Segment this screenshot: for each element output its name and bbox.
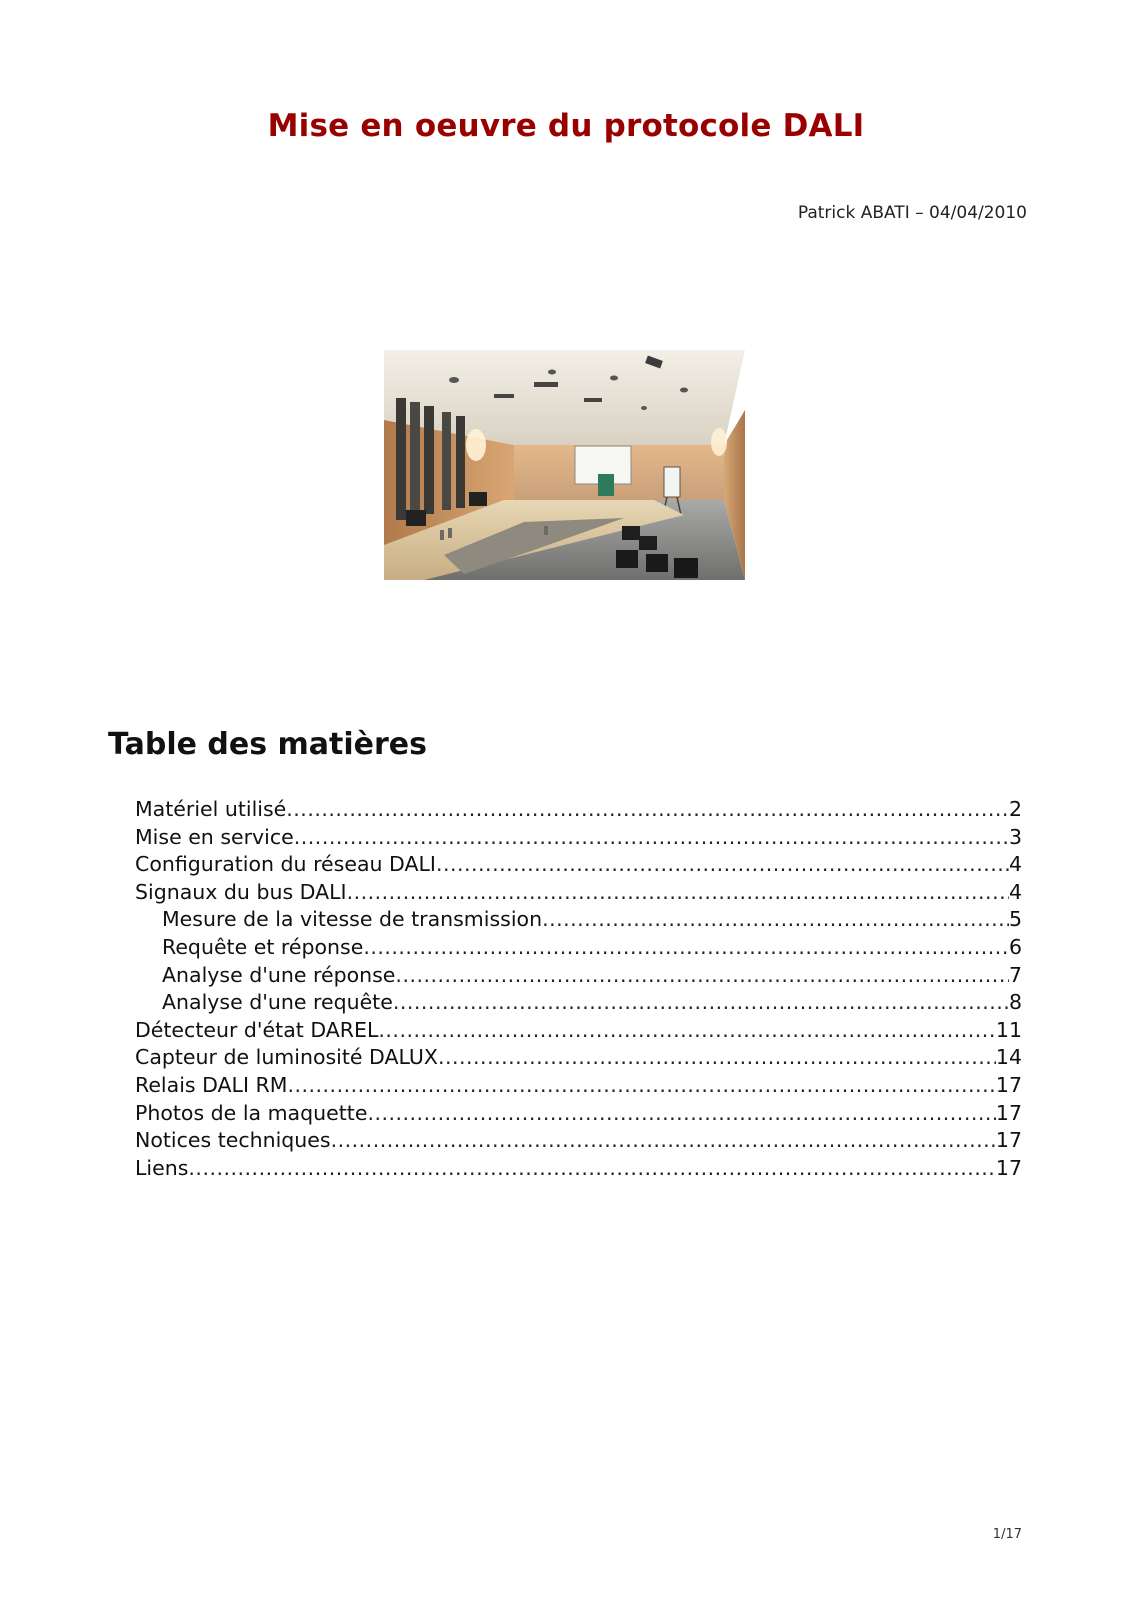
toc-entry-label: Configuration du réseau DALI bbox=[135, 852, 436, 877]
toc-entry-page: 7 bbox=[1008, 962, 1022, 987]
toc-leader-dots bbox=[438, 1044, 996, 1072]
toc-entry-label: Mise en service bbox=[135, 824, 294, 849]
toc-leader-dots bbox=[395, 962, 1009, 990]
table-of-contents bbox=[135, 796, 1022, 1182]
toc-subentry[interactable] bbox=[135, 906, 1022, 934]
toc-entry[interactable] bbox=[135, 1100, 1022, 1128]
toc-leader-dots bbox=[436, 851, 1009, 879]
toc-entry[interactable] bbox=[135, 1127, 1022, 1155]
toc-entry-label: Signaux du bus DALI bbox=[135, 879, 347, 904]
toc-entry-page: 4 bbox=[1008, 852, 1022, 877]
toc-entry-page: 3 bbox=[1008, 824, 1022, 849]
toc-entry-page: 6 bbox=[1008, 934, 1022, 959]
toc-entry-page: 17 bbox=[995, 1155, 1022, 1180]
toc-leader-dots bbox=[542, 906, 1009, 934]
toc-leader-dots bbox=[363, 934, 1009, 962]
toc-entry-page: 14 bbox=[995, 1045, 1022, 1070]
toc-entry-page: 17 bbox=[995, 1128, 1022, 1153]
toc-subentry[interactable] bbox=[135, 962, 1022, 990]
toc-leader-dots bbox=[347, 879, 1009, 907]
toc-entry-label: Photos de la maquette bbox=[135, 1100, 368, 1125]
toc-entry-label: Analyse d'une requête bbox=[162, 990, 393, 1015]
toc-leader-dots bbox=[393, 989, 1009, 1017]
toc-heading: Table des matières bbox=[108, 727, 427, 762]
toc-leader-dots bbox=[331, 1127, 996, 1155]
conference-room-photo bbox=[384, 350, 745, 580]
toc-entry[interactable] bbox=[135, 1155, 1022, 1183]
toc-entry-page: 8 bbox=[1008, 990, 1022, 1015]
toc-entry-label: Relais DALI RM bbox=[135, 1072, 288, 1097]
toc-entry-label: Matériel utilisé bbox=[135, 797, 287, 821]
toc-entry-label: Mesure de la vitesse de transmission bbox=[162, 907, 543, 932]
toc-leader-dots bbox=[287, 1072, 995, 1100]
toc-entry[interactable] bbox=[135, 1044, 1022, 1072]
toc-entry-label: Requête et réponse bbox=[162, 934, 364, 959]
toc-subentry[interactable] bbox=[135, 934, 1022, 962]
toc-entry[interactable] bbox=[135, 1072, 1022, 1100]
toc-entry-label: Capteur de luminosité DALUX bbox=[135, 1045, 438, 1070]
toc-entry[interactable] bbox=[135, 796, 1022, 824]
toc-leader-dots bbox=[294, 824, 1009, 852]
document-title: Mise en oeuvre du protocole DALI bbox=[267, 108, 865, 144]
toc-leader-dots bbox=[378, 1017, 996, 1045]
page-number: 1/17 bbox=[992, 1527, 1022, 1542]
toc-entry-page: 17 bbox=[995, 1072, 1022, 1097]
toc-entry[interactable] bbox=[135, 879, 1022, 907]
toc-entry-label: Notices techniques bbox=[135, 1128, 331, 1153]
toc-entry-page: 11 bbox=[995, 1017, 1022, 1042]
toc-leader-dots bbox=[367, 1100, 995, 1128]
toc-entry-label: Liens bbox=[135, 1155, 189, 1180]
toc-subentry[interactable] bbox=[135, 989, 1022, 1017]
toc-entry[interactable] bbox=[135, 824, 1022, 852]
toc-entry-label: Détecteur d'état DAREL bbox=[135, 1017, 379, 1042]
toc-entry-page: 5 bbox=[1008, 907, 1022, 932]
toc-entry[interactable] bbox=[135, 1017, 1022, 1045]
toc-entry-page: 2 bbox=[1008, 797, 1022, 821]
toc-entry-page: 17 bbox=[995, 1100, 1022, 1125]
toc-entry-page: 4 bbox=[1008, 879, 1022, 904]
author-date-line: Patrick ABATI – 04/04/2010 bbox=[797, 203, 1027, 223]
toc-leader-dots bbox=[188, 1155, 996, 1183]
toc-entry[interactable] bbox=[135, 851, 1022, 879]
toc-leader-dots bbox=[286, 796, 1009, 824]
toc-entry-label: Analyse d'une réponse bbox=[162, 962, 396, 987]
